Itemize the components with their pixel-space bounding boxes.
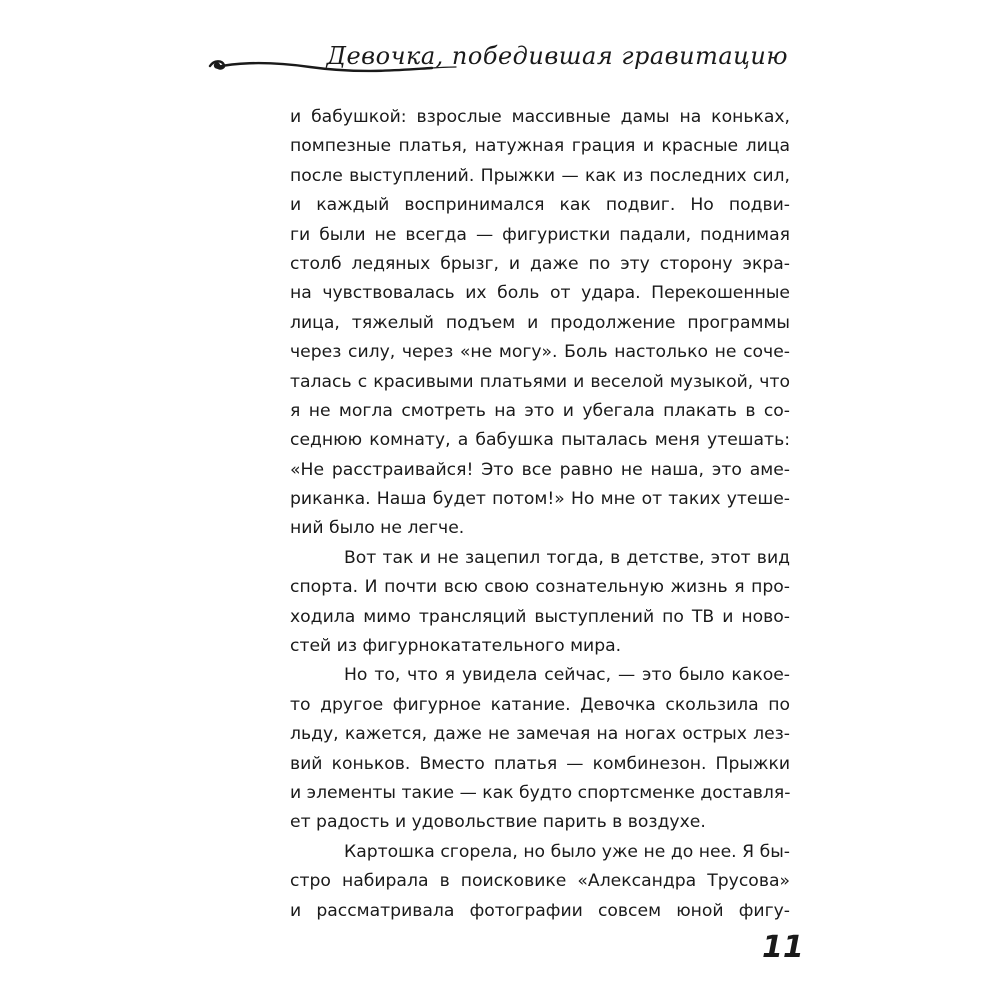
text-line: вий коньков. Вместо платья — комбинезон. Прыжки: [290, 753, 790, 774]
text-line: стей из фигурнокатательного мира.: [290, 636, 622, 657]
body-text: [290, 103, 790, 926]
running-header: [200, 30, 800, 90]
text-line: через силу, через «не могу». Боль настолько не соче-: [290, 342, 790, 363]
page-number: 11: [762, 930, 804, 965]
text-line: и рассматривала фотографии совсем юной фигу-: [290, 900, 790, 921]
text-line: ет радость и удовольствие парить в воздухе.: [290, 812, 706, 833]
text-line: после выступлений. Прыжки — как из последних сил,: [290, 165, 790, 186]
text-line: Вот так и не зацепил тогда, в детстве, этот вид: [344, 547, 790, 568]
text-line: на чувствовалась их боль от удара. Перекошенные: [290, 283, 790, 304]
text-line: «Не расстраивайся! Это все равно не наша, это аме-: [290, 459, 790, 480]
text-line: риканка. Наша будет потом!» Но мне от таких утеше-: [290, 489, 790, 510]
text-line: то другое фигурное катание. Девочка скользила по: [290, 694, 790, 715]
text-line: седнюю комнату, а бабушка пыталась меня утешать:: [290, 430, 790, 451]
text-line: льду, кажется, даже не замечая на ногах острых лез-: [290, 724, 790, 745]
text-line: Картошка сгорела, но было уже не до нее. Я бы-: [344, 841, 790, 862]
text-line: талась с красивыми платьями и веселой музыкой, что: [290, 371, 790, 392]
text-line: Но то, что я увидела сейчас, — это было какое-: [344, 665, 790, 686]
text-line: я не могла смотреть на это и убегала плакать в со-: [290, 400, 790, 421]
text-line: спорта. И почти всю свою сознательную жизнь я про-: [290, 577, 790, 598]
text-line: и элементы такие — как будто спортсменке доставля-: [290, 782, 791, 803]
running-title: Девочка, победившая гравитацию: [326, 42, 788, 70]
text-line: ги были не всегда — фигуристки падали, поднимая: [290, 224, 790, 245]
text-line: помпезные платья, натужная грация и красные лица: [290, 136, 790, 157]
text-line: стро набирала в поисковике «Александра Трусова»: [290, 871, 790, 892]
text-line: столб ледяных брызг, и даже по эту сторону экра-: [290, 253, 790, 274]
text-line: и каждый воспринимался как подвиг. Но подви-: [290, 195, 790, 216]
text-line: ходила мимо трансляций выступлений по ТВ и ново-: [290, 606, 790, 627]
text-line: и бабушкой: взрослые массивные дамы на коньках,: [290, 107, 790, 127]
text-line: ний было не легче.: [290, 518, 465, 539]
text-line: лица, тяжелый подъем и продолжение программы: [290, 312, 790, 333]
